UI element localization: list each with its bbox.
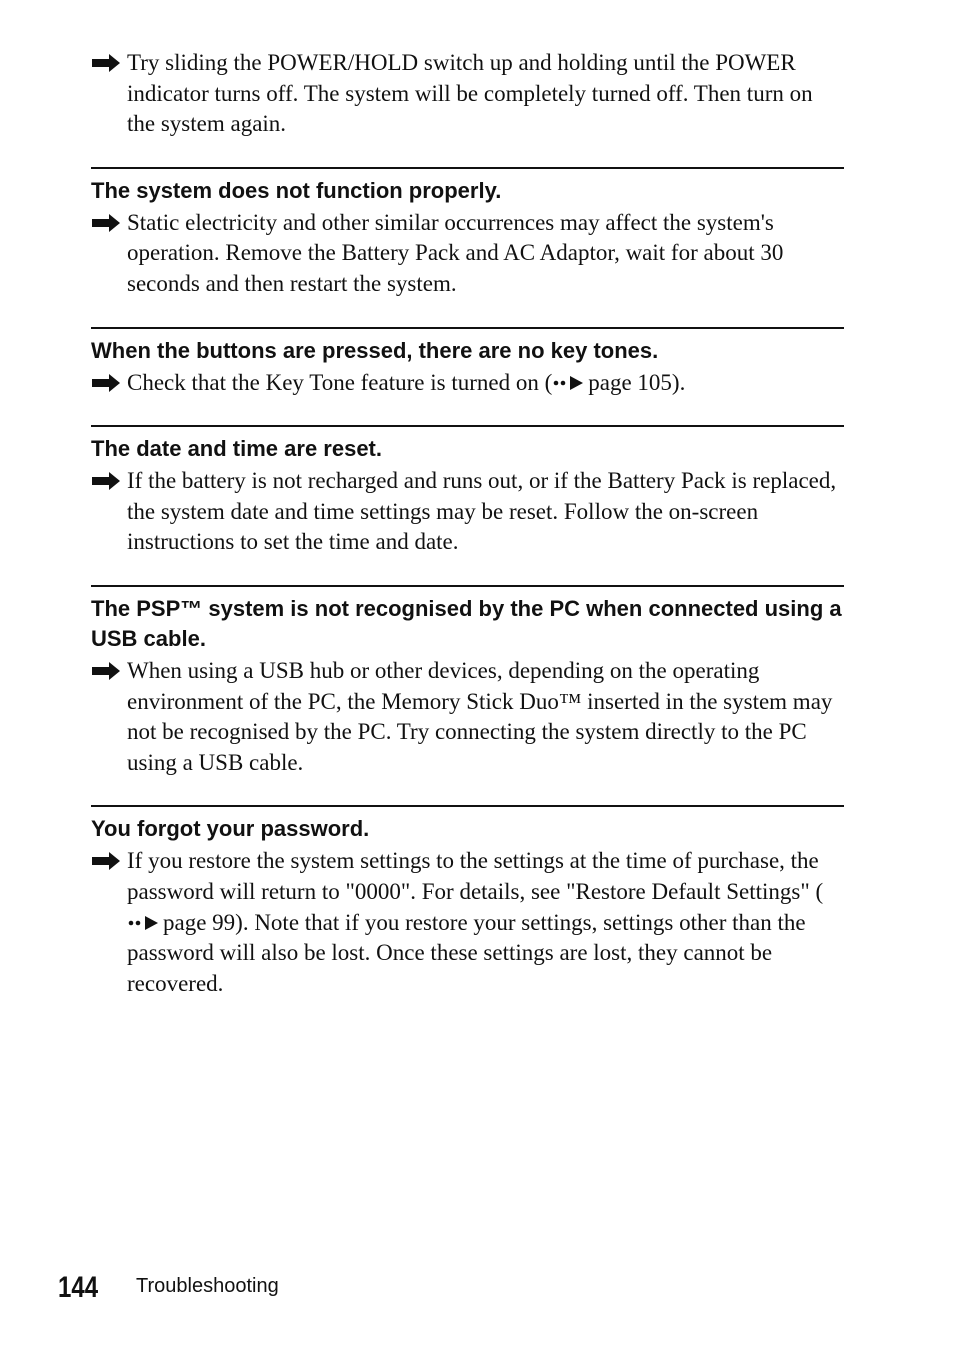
right-arrow-icon bbox=[91, 471, 121, 491]
section-not-recognised-by-pc bbox=[91, 585, 844, 778]
solution-text-after: page 105). bbox=[588, 369, 686, 395]
page-reference-icon bbox=[552, 375, 588, 391]
section-heading: You forgot your password. bbox=[91, 816, 370, 842]
solution-item bbox=[91, 368, 844, 399]
solution-text: If the battery is not recharged and runs out, or if the Battery Pack is replaced, the system date and time settings may be reset. Follow the on-screen instructions to set the time and date. bbox=[127, 468, 837, 555]
solution-item bbox=[91, 656, 844, 778]
page-number: 144 bbox=[58, 1271, 99, 1304]
solution-item bbox=[91, 466, 844, 558]
right-arrow-icon bbox=[91, 373, 121, 393]
solution-text-before: Check that the Key Tone feature is turned on ( bbox=[127, 369, 553, 395]
section-heading: The system does not function properly. bbox=[91, 177, 502, 203]
section-heading: The date and time are reset. bbox=[91, 436, 382, 462]
section-no-key-tones bbox=[91, 327, 844, 399]
right-arrow-icon bbox=[91, 53, 121, 73]
solution-text: Static electricity and other similar occurrences may affect the system's operation. Remove the Battery Pack and AC Adaptor, wait for about 30 seconds and then restart the system. bbox=[127, 209, 784, 296]
section-forgot-password bbox=[91, 805, 844, 999]
intro-item bbox=[91, 48, 844, 140]
page-reference-icon bbox=[127, 915, 163, 931]
section-heading: The PSP™ system is not recognised by the PC when connected using a USB cable. bbox=[91, 595, 842, 651]
right-arrow-icon bbox=[91, 213, 121, 233]
section-heading: When the buttons are pressed, there are no key tones. bbox=[91, 337, 659, 363]
solution-text: When using a USB hub or other devices, depending on the operating environment of the PC, the Memory Stick Duo™ inserted in the system may not be recognised by the PC. Try connecting the system directly to the PC using a USB cable. bbox=[127, 657, 833, 775]
solution-text-before: If you restore the system settings to the settings at the time of purchase, the password will return to "0000". For details, see "Restore Default Settings" ( bbox=[127, 848, 824, 904]
page-content bbox=[91, 48, 844, 999]
solution-text-after: page 99). Note that if you restore your settings, settings other than the password will also be lost. Once these settings are lost, they cannot be recovered. bbox=[127, 909, 806, 996]
right-arrow-icon bbox=[91, 661, 121, 681]
solution-item bbox=[91, 846, 844, 999]
intro-text: Try sliding the POWER/HOLD switch up and holding until the POWER indicator turns off. The system will be completely turned off. Then turn on the system again. bbox=[127, 50, 813, 137]
section-date-time-reset bbox=[91, 425, 844, 558]
right-arrow-icon bbox=[91, 851, 121, 871]
footer-section-name: Troubleshooting bbox=[136, 1275, 279, 1297]
solution-item bbox=[91, 208, 844, 300]
section-system-not-functioning bbox=[91, 167, 844, 300]
